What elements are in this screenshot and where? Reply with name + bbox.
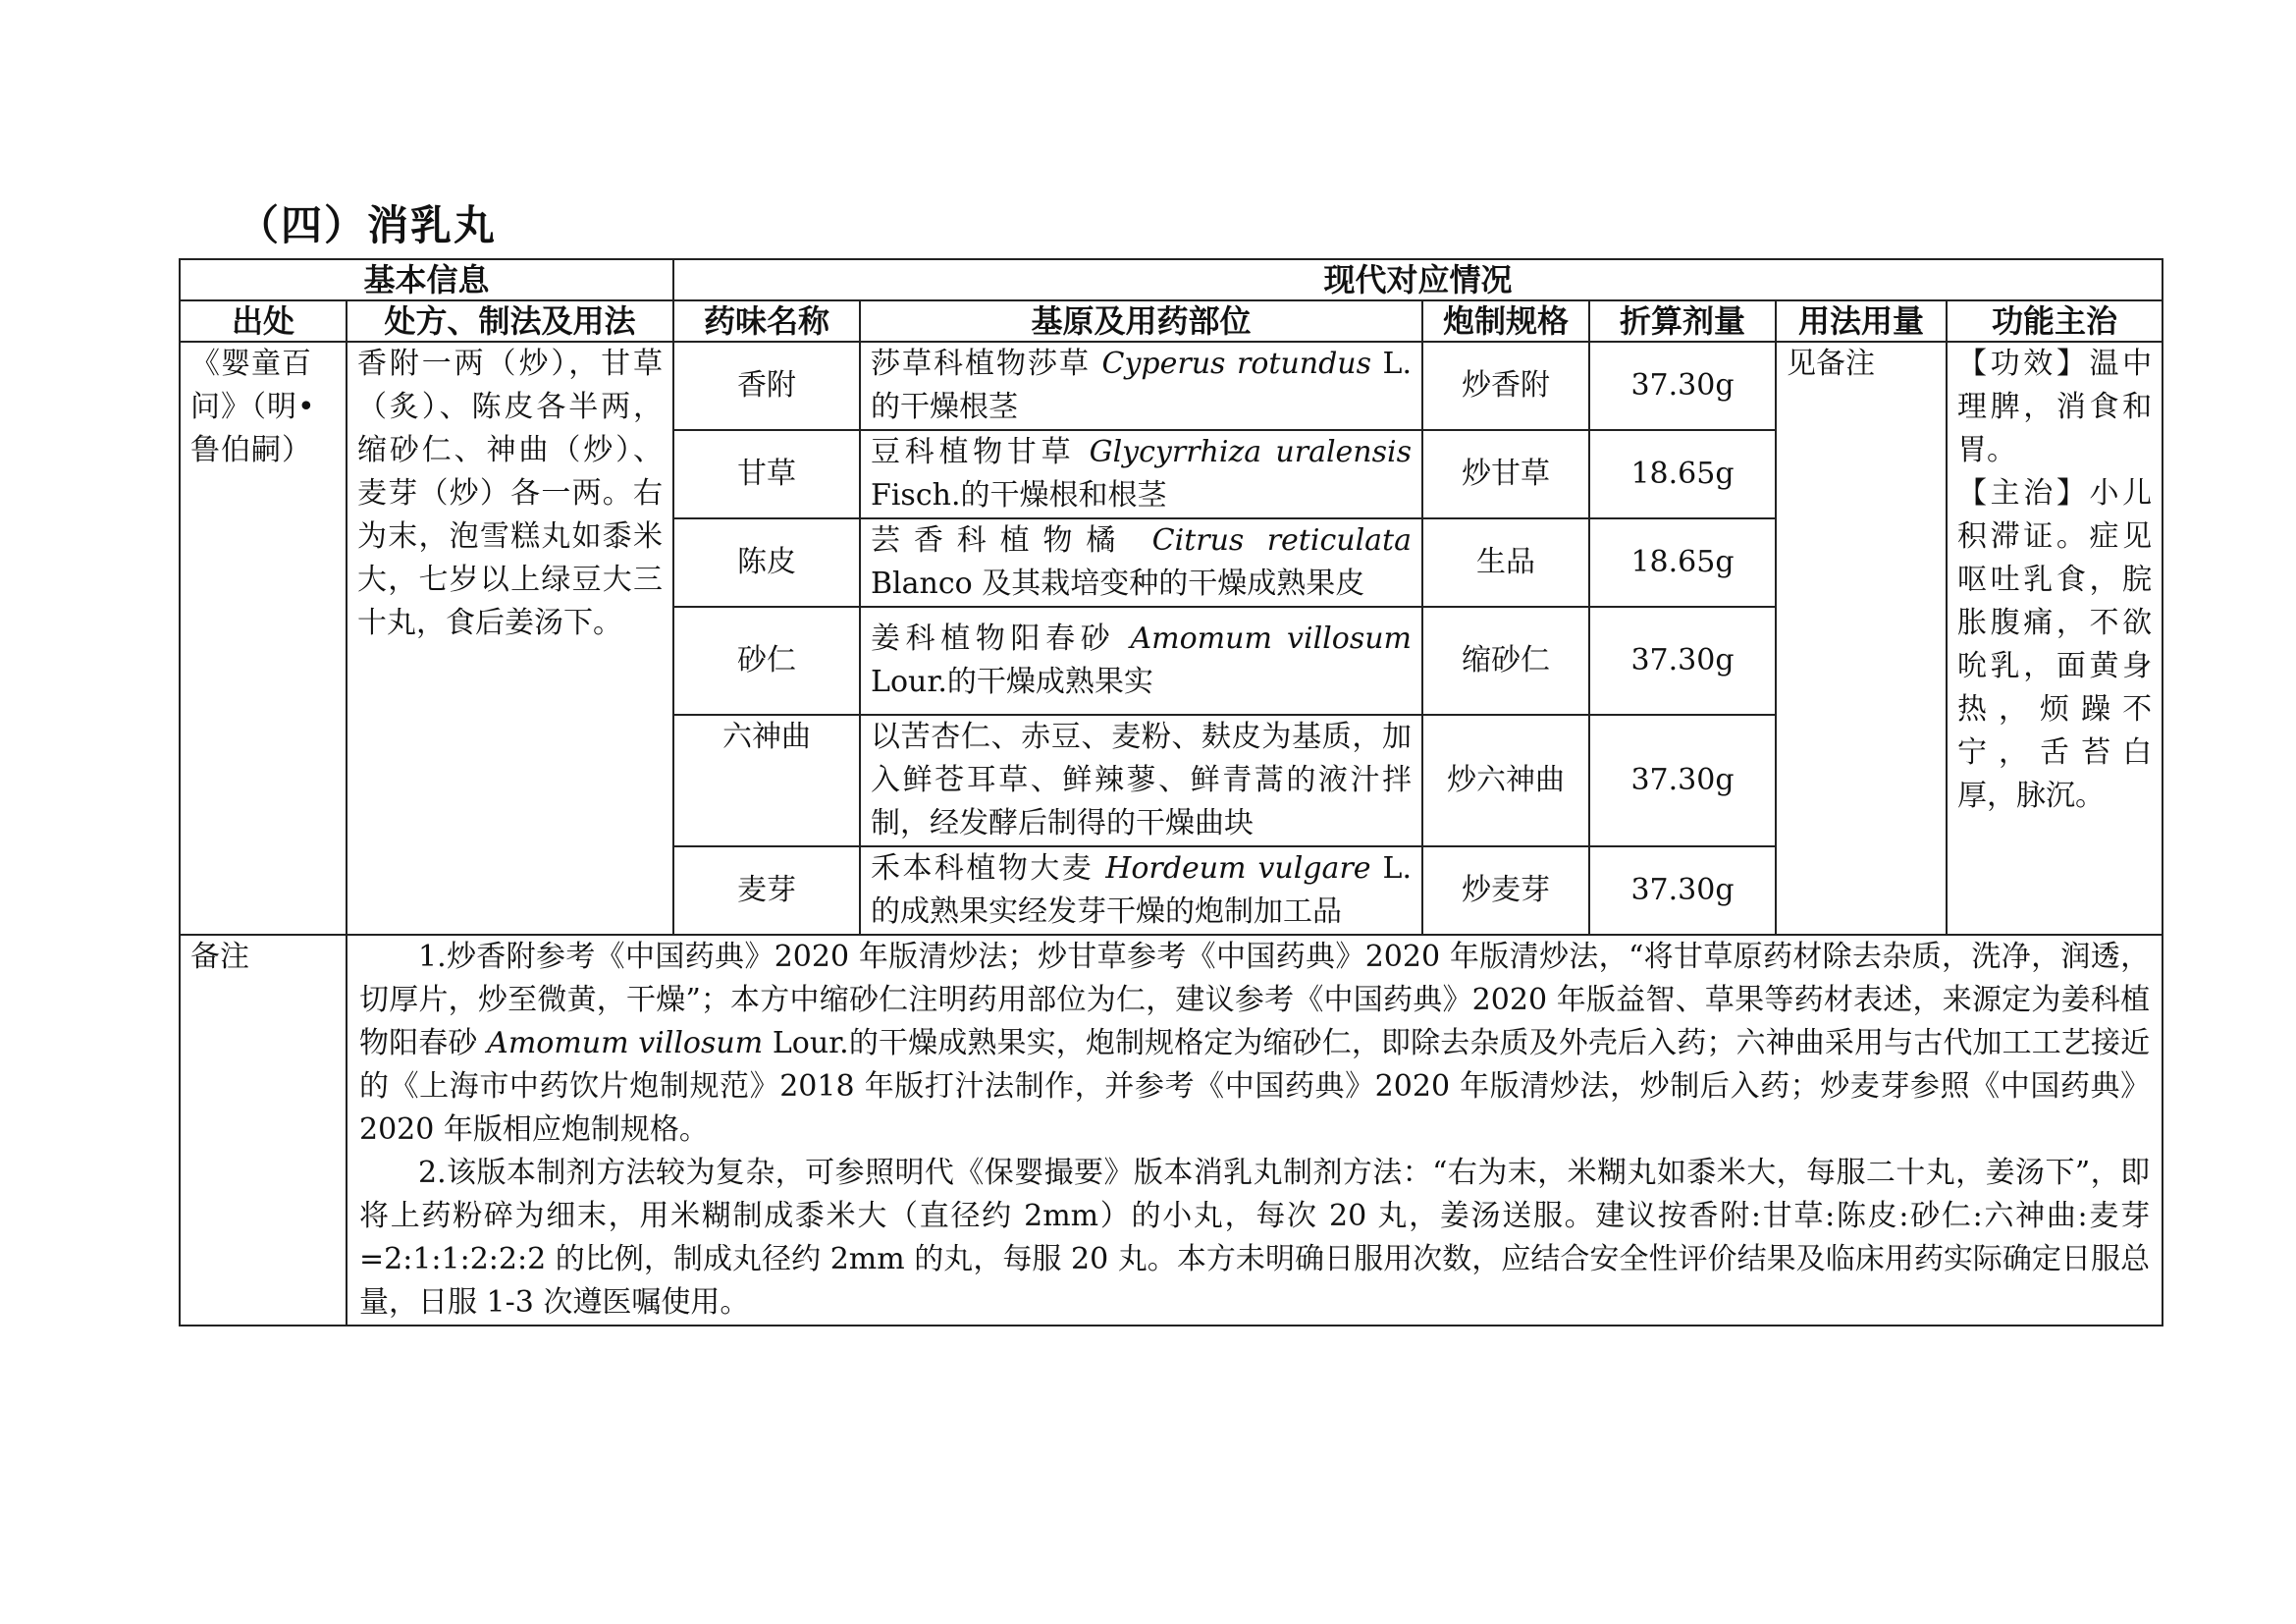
- herb-processing: 炒香附: [1422, 342, 1589, 430]
- herb-origin: 以苦杏仁、赤豆、麦粉、麸皮为基质，加入鲜苍耳草、鲜辣蓼、鲜青蒿的液汁拌制，经发酵后制得的干燥曲块: [860, 715, 1422, 846]
- herb-origin: 禾本科植物大麦 Hordeum vulgare L.的成熟果实经发芽干燥的炮制加工品: [860, 846, 1422, 935]
- note-paragraph-2: 2.该版本制剂方法较为复杂，可参照明代《保婴撮要》版本消乳丸制剂方法：“右为末，米糊丸如黍米大，每服二十丸，姜汤下”，即将上药粉碎为细末，用米糊制成黍米大（直径约 2mm）的小丸，每次 20 丸，姜汤送服。建议按香附:甘草:陈皮:砂仁:六神曲:麦芽=2:1:1:2:2:2 的比例，制成丸径约 2mm 的丸，每服 20 丸。本方未明确日服用次数，应结合安全性评价结果及临床用药实际确定日服总量，日服 1-3 次遵医嘱使用。: [359, 1156, 2151, 1320]
- herb-dose: 37.30g: [1589, 342, 1776, 430]
- herb-dose: 18.65g: [1589, 518, 1776, 607]
- header-group-row: [180, 259, 2163, 300]
- herb-name: 麦芽: [673, 846, 860, 935]
- source-cell: 《婴童百问》（明•鲁伯嗣）: [180, 342, 347, 935]
- header-herb-name: 药味名称: [673, 300, 860, 342]
- herb-name: 砂仁: [673, 607, 860, 715]
- herb-dose: 18.65g: [1589, 430, 1776, 518]
- formula-table: [179, 258, 2163, 1326]
- herb-processing: 缩砂仁: [1422, 607, 1589, 715]
- header-dose: 折算剂量: [1589, 300, 1776, 342]
- notes-cell: [347, 935, 2163, 1326]
- herb-processing: 炒六神曲: [1422, 715, 1589, 846]
- recipe-cell: 香附一两（炒），甘草（炙）、陈皮各半两，缩砂仁、神曲（炒）、麦芽（炒）各一两。右为末，泡雪糕丸如黍米大，七岁以上绿豆大三十丸，食后姜汤下。: [347, 342, 673, 935]
- note-paragraph-1: 1.炒香附参考《中国药典》2020 年版清炒法；炒甘草参考《中国药典》2020 年版清炒法，“将甘草原药材除去杂质，洗净，润透，切厚片，炒至微黄，干燥”；本方中缩砂仁注明药用部位为仁，建议参考《中国药典》2020 年版益智、草果等药材表述，来源定为姜科植物阳春砂 Amomum villosum Lour.的干燥成熟果实，炮制规格定为缩砂仁，即除去杂质及外壳后入药；六神曲采用与古代加工工艺接近的《上海市中药饮片炮制规范》2018 年版打汁法制作，并参考《中国药典》2020 年版清炒法，炒制后入药；炒麦芽参照《中国药典》2020 年版相应炮制规格。: [359, 940, 2151, 1147]
- function-cell: 【功效】温中理脾，消食和胃。 【主治】小儿积滞证。症见呕吐乳食，脘胀腹痛，不欲吮乳，面黄身热，烦躁不宁，舌苔白厚，脉沉。: [1947, 342, 2163, 935]
- header-source: 出处: [180, 300, 347, 342]
- header-basic-info: 基本信息: [180, 259, 673, 300]
- header-processing: 炮制规格: [1422, 300, 1589, 342]
- usage-cell: 见备注: [1776, 342, 1947, 935]
- herb-origin: 姜科植物阳春砂 Amomum villosum Lour.的干燥成熟果实: [860, 607, 1422, 715]
- notes-row: [180, 935, 2163, 1326]
- header-columns-row: [180, 300, 2163, 342]
- header-usage: 用法用量: [1776, 300, 1947, 342]
- section-heading: （四）消乳丸: [238, 201, 498, 249]
- header-function: 功能主治: [1947, 300, 2163, 342]
- herb-dose: 37.30g: [1589, 846, 1776, 935]
- herb-processing: 炒麦芽: [1422, 846, 1589, 935]
- herb-processing: 炒甘草: [1422, 430, 1589, 518]
- herb-dose: 37.30g: [1589, 715, 1776, 846]
- notes-label: 备注: [180, 935, 347, 1326]
- herb-name: 六神曲: [673, 715, 860, 846]
- herb-origin: 芸香科植物橘 Citrus reticulata Blanco 及其栽培变种的干燥成熟果皮: [860, 518, 1422, 607]
- herb-origin: 豆科植物甘草 Glycyrrhiza uralensis Fisch.的干燥根和根茎: [860, 430, 1422, 518]
- herb-dose: 37.30g: [1589, 607, 1776, 715]
- header-origin: 基原及用药部位: [860, 300, 1422, 342]
- herb-processing: 生品: [1422, 518, 1589, 607]
- header-modern-info: 现代对应情况: [673, 259, 2163, 300]
- table-row: [180, 342, 2163, 430]
- herb-name: 陈皮: [673, 518, 860, 607]
- header-recipe: 处方、制法及用法: [347, 300, 673, 342]
- herb-name: 甘草: [673, 430, 860, 518]
- herb-origin: 莎草科植物莎草 Cyperus rotundus L.的干燥根茎: [860, 342, 1422, 430]
- herb-name: 香附: [673, 342, 860, 430]
